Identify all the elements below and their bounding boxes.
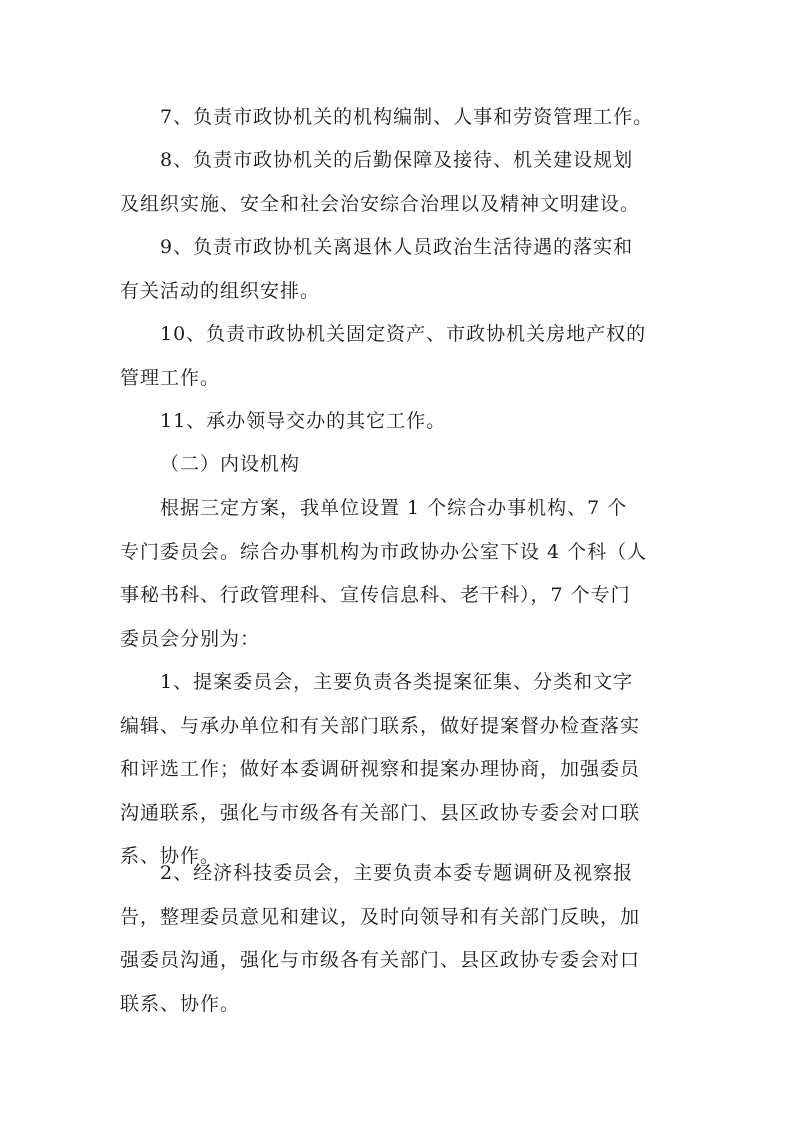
text-line: 7、负责市政协机关的机构编制、人事和劳资管理工作。	[160, 106, 654, 128]
text-line: 专门委员会。综合办事机构为市政协办公室下设 4 个科（人	[120, 540, 648, 563]
text-line: 1、提案委员会，主要负责各类提案征集、分类和文字	[160, 671, 634, 693]
text-line: 事秘书科、行政管理科、宣传信息科、老干科），7 个专门	[120, 584, 631, 606]
text-line: 告，整理委员意见和建议，及时向领导和有关部门反映，加	[120, 905, 641, 928]
text-line: 11、承办领导交办的其它工作。	[160, 410, 447, 432]
heading-text: （二）内设机构	[160, 453, 301, 475]
text-line: 有关活动的组织安排。	[120, 279, 321, 302]
text-line: 9、负责市政协机关离退休人员政治生活待遇的落实和	[160, 236, 634, 258]
committee-item-2	[120, 852, 680, 1026]
section-heading	[120, 443, 680, 487]
text-line: 根据三定方案，我单位设置 1 个综合办事机构、7 个	[160, 497, 628, 519]
text-line: 8、负责市政协机关的后勤保障及接待、机关建设规划	[160, 149, 634, 171]
text-line: 联系、协作。	[120, 992, 241, 1015]
text-line: 委员会分别为：	[120, 627, 261, 650]
text-line: 和评选工作；做好本委调研视察和提案办理协商，加强委员	[120, 758, 641, 780]
text-line: 强委员沟通，强化与市级各有关部门、县区政协专委会对口	[120, 949, 641, 971]
item-10	[120, 313, 680, 400]
body-paragraph	[120, 487, 680, 661]
text-line: 系、协作。	[120, 845, 221, 867]
item-7	[120, 96, 680, 140]
text-line: 2、经济科技委员会，主要负责本委专题调研及视察报	[160, 862, 634, 884]
item-11	[120, 400, 680, 444]
text-line: 编辑、与承办单位和有关部门联系，做好提案督办检查落实	[120, 714, 641, 737]
item-9	[120, 226, 680, 313]
item-8	[120, 139, 680, 226]
committee-item-1	[120, 661, 680, 879]
text-line: 沟通联系，强化与市级各有关部门、县区政协专委会对口联	[120, 801, 641, 824]
text-line: 管理工作。	[120, 366, 221, 389]
text-line: 及组织实施、安全和社会治安综合治理以及精神文明建设。	[120, 192, 641, 215]
text-line: 10、负责市政协机关固定资产、市政协机关房地产权的	[160, 323, 647, 345]
